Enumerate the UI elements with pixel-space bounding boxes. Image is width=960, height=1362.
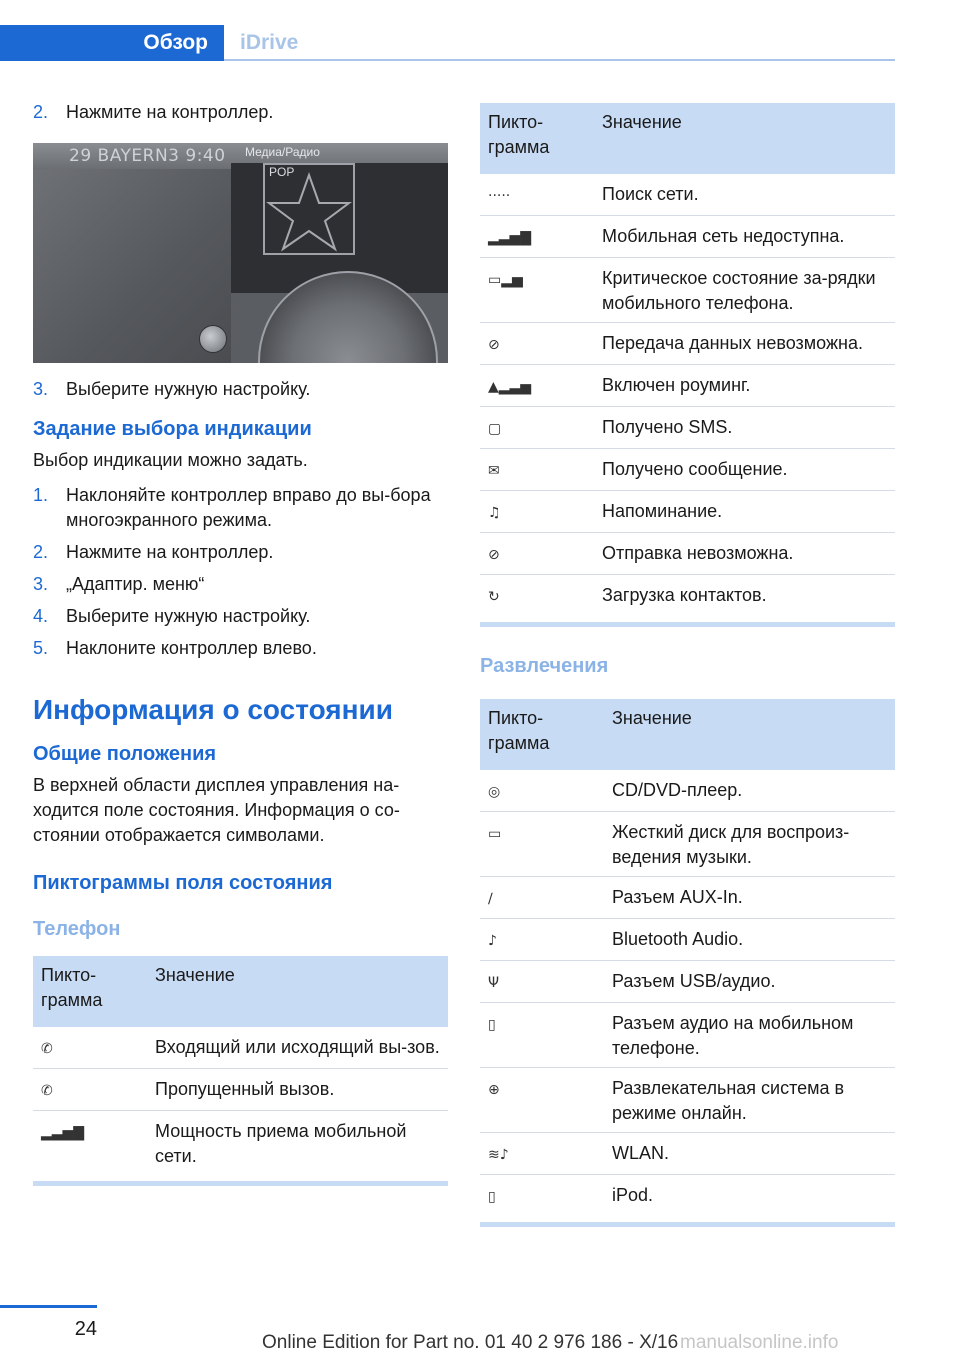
table-row	[480, 1133, 895, 1175]
table-header-icon: Пикто-грамма	[33, 956, 147, 1027]
page-number-bar	[0, 1305, 97, 1308]
step-text: „Адаптир. меню“	[66, 574, 205, 594]
table-row	[480, 258, 895, 323]
table-row	[33, 1027, 448, 1069]
section-title-general: Общие положения	[33, 743, 217, 765]
ipod-icon: ▯	[488, 1189, 496, 1205]
table-cell: Загрузка контактов.	[602, 585, 767, 605]
section-general-text: В верхней области дисплея управления на-ходится поле состояния. Информация о со-стоянии отображается символами.	[33, 775, 400, 845]
table-row	[480, 323, 895, 365]
step-number: 2.	[33, 102, 49, 122]
subsection-title-entertainment: Развлечения	[480, 655, 609, 677]
missed-call-icon: ✆	[41, 1083, 53, 1099]
entertainment-icons-table	[480, 699, 895, 1216]
table-cell: Входящий или исходящий вы-зов.	[147, 1027, 448, 1069]
controller-knob	[199, 325, 227, 353]
signal-strength-icon: ▂▃▅▇	[41, 1125, 85, 1141]
table-cell: iPod.	[612, 1185, 654, 1205]
table-row	[480, 877, 895, 919]
step-item	[33, 540, 448, 565]
table-header-icon: Пикто-грамма	[480, 103, 594, 174]
table-header-meaning: Значение	[147, 956, 448, 1027]
step-item	[33, 377, 448, 402]
table-row	[480, 174, 895, 216]
step-number: 5.	[33, 638, 49, 658]
table-cell: Передача данных невозможна.	[594, 323, 895, 365]
table-header-icon: Пикто-грамма	[480, 699, 604, 770]
step-number: 1.	[33, 485, 49, 505]
data-unavailable-icon: ⊘	[488, 337, 500, 353]
table-cell: Разъем USB/аудио.	[604, 961, 895, 1003]
table-cell: Мобильная сеть недоступна.	[594, 216, 895, 258]
screen-station-text: 29 BAYERN3 9:40	[69, 146, 226, 166]
table-row	[480, 1068, 895, 1133]
reminder-bell-icon: ♫	[488, 505, 501, 521]
contacts-download-icon: ↻	[488, 589, 500, 605]
chapter-title: Информация о состоянии	[33, 694, 393, 725]
table-cell: Напоминание.	[594, 491, 895, 533]
step-item	[33, 636, 448, 661]
message-icon: ✉	[488, 463, 500, 479]
table-row	[480, 365, 895, 407]
wlan-icon: ≋♪	[488, 1147, 509, 1163]
step-item	[33, 100, 448, 125]
header-tabs	[0, 25, 895, 61]
table-row	[33, 1111, 448, 1176]
cd-dvd-icon: ◎	[488, 784, 501, 800]
phone-icon: ✆	[41, 1041, 53, 1057]
table-cell: Получено сообщение.	[594, 449, 895, 491]
page-number: 24	[74, 1318, 97, 1340]
phone-icons-table-continued	[480, 103, 895, 616]
usb-icon: Ψ	[488, 975, 500, 991]
table-row	[33, 1069, 448, 1111]
table-end-bar	[33, 1181, 448, 1186]
table-cell: Развлекательная система в режиме онлайн.	[604, 1068, 895, 1133]
tab-idrive[interactable]: iDrive	[240, 31, 299, 54]
table-cell: Жесткий диск для воспроиз-ведения музыки.	[604, 812, 895, 877]
table-row	[480, 812, 895, 877]
step-item	[33, 572, 448, 597]
section-title-status-icons: Пиктограммы поля состояния	[33, 872, 333, 894]
table-cell: WLAN.	[604, 1133, 895, 1175]
table-cell: Отправка невозможна.	[594, 533, 895, 575]
step-number: 4.	[33, 606, 49, 626]
subsection-title-phone: Телефон	[33, 918, 121, 940]
table-row	[480, 449, 895, 491]
table-row	[480, 407, 895, 449]
network-search-icon: ·····	[488, 188, 511, 204]
step-text: Нажмите на контроллер.	[66, 542, 274, 562]
no-network-icon: ▂▃▅▇	[488, 230, 532, 246]
step-number: 3.	[33, 379, 49, 399]
watermark: manualsonline.info	[680, 1332, 839, 1353]
table-cell: Мощность приема мобильной сети.	[155, 1121, 407, 1166]
table-cell: Разъем аудио на мобильном телефоне.	[604, 1003, 895, 1068]
edition-footer: Online Edition for Part no. 01 40 2 976 186 - X/16	[262, 1332, 679, 1353]
battery-critical-icon: ▭▂▅	[488, 272, 523, 288]
screen-media-label: Медиа/Радио	[245, 145, 320, 159]
table-row	[480, 533, 895, 575]
step-text: Нажмите на контроллер.	[66, 102, 274, 122]
table-cell: Поиск сети.	[594, 174, 895, 216]
table-cell: Получено SMS.	[594, 407, 895, 449]
step-number: 2.	[33, 542, 49, 562]
online-entertainment-icon: ⊕	[488, 1082, 500, 1098]
hard-disk-icon: ▭	[488, 826, 502, 842]
sms-icon: ▢	[488, 421, 502, 437]
table-row	[480, 491, 895, 533]
step-text: Выберите нужную настройку.	[66, 379, 311, 399]
table-cell: Bluetooth Audio.	[604, 919, 895, 961]
screen-genre-label: POP	[269, 165, 295, 179]
tab-overview[interactable]: Обзор	[0, 25, 224, 61]
table-cell: Критическое состояние за-рядки мобильного телефона.	[594, 258, 895, 323]
table-cell: Пропущенный вызов.	[147, 1069, 448, 1111]
table-row	[480, 1175, 895, 1217]
table-cell: Включен роуминг.	[594, 365, 895, 407]
table-row	[480, 919, 895, 961]
section-title-display-selection: Задание выбора индикации	[33, 418, 312, 440]
table-end-bar	[480, 622, 895, 627]
step-text: Наклоните контроллер влево.	[66, 638, 317, 658]
table-cell: CD/DVD-плеер.	[604, 770, 895, 812]
table-end-bar	[480, 1222, 895, 1227]
step-text: Выберите нужную настройку.	[66, 606, 311, 626]
table-header-meaning: Значение	[594, 103, 895, 174]
table-row	[480, 575, 895, 617]
phone-icons-table	[33, 956, 448, 1175]
step-number: 3.	[33, 574, 49, 594]
right-column	[480, 103, 895, 1227]
table-row	[480, 961, 895, 1003]
bluetooth-audio-icon: ♪	[488, 933, 497, 949]
table-row	[480, 770, 895, 812]
idrive-screen-image	[33, 143, 448, 363]
mobile-audio-icon: ▯	[488, 1017, 496, 1033]
step-text: Наклоняйте контроллер вправо до вы-бора многоэкранного режима.	[66, 485, 431, 530]
section-intro: Выбор индикации можно задать.	[33, 450, 308, 470]
step-item	[33, 604, 448, 629]
step-item	[33, 483, 448, 533]
table-cell: Разъем AUX-In.	[604, 877, 895, 919]
left-column	[33, 100, 448, 1186]
table-row	[480, 216, 895, 258]
table-header-meaning: Значение	[604, 699, 895, 770]
table-row	[480, 1003, 895, 1068]
send-failed-icon: ⊘	[488, 547, 500, 563]
aux-in-icon: ∕	[488, 891, 493, 907]
roaming-icon: ▲▂▃▅	[488, 379, 532, 395]
